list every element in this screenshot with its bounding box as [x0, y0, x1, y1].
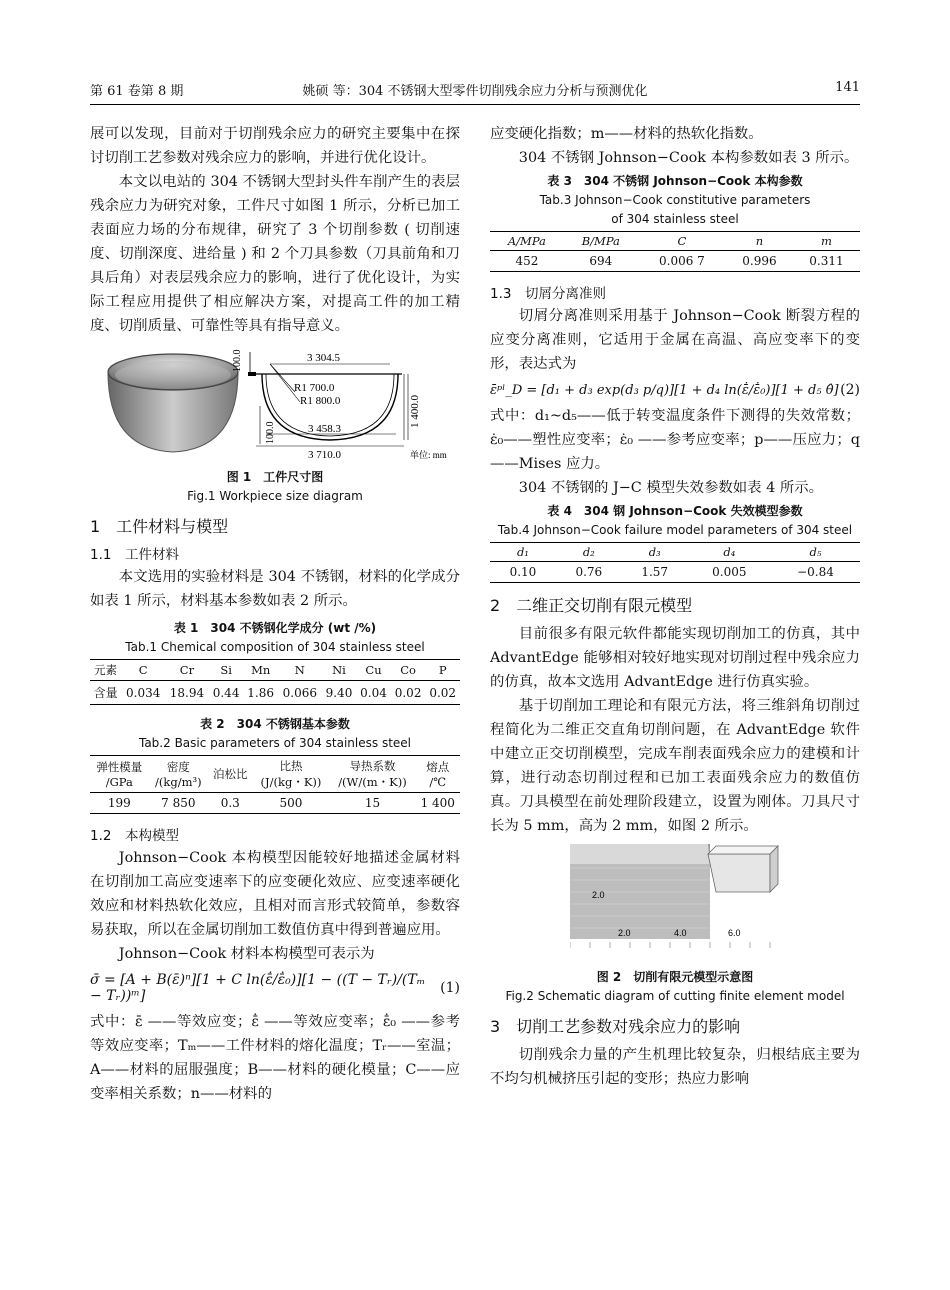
subsection-heading: 1.3 切屑分离准则: [490, 286, 606, 302]
header-text: 熔点: [426, 760, 450, 774]
table-cell: 199: [107, 796, 131, 810]
table-row: [490, 251, 860, 272]
table-header: Ni: [322, 660, 357, 681]
equation-body: ε̄ᵖˡ_D = [d₁ + d₃ exp(d₃ p/q)][1 + d₄ ln(ε̄̇/ε̄̇₀)][1 + d₅ θ̂]: [490, 382, 839, 398]
table-header: [149, 756, 208, 793]
paragraph: 应变硬化指数；m——材料的热软化指数。: [490, 126, 763, 142]
table-cell: 0.006 7: [659, 254, 705, 268]
journal-issue: 第 61 卷第 8 期: [90, 84, 184, 99]
table-cell: 0.066: [282, 685, 317, 700]
header-unit: /(W/(m・K)): [338, 775, 407, 789]
table-cell: 0.04: [360, 685, 387, 700]
paragraph: 本文以电站的 304 不锈钢大型封头件车削产生的表层残余应力为研究对象，工件尺寸如图 1 所示，分析已加工表面应力场的分布规律，研究了 3 个切削参数 ( 切削速度、切削深度、进给量 ) 和 2 个刀具参数（刀具前角和刀具后角）对表层残余应力的影响，进行了优化设计，为实际工程应用提供了相应解决方案，对提高工件的加工精度、切削质量、可靠性等具有指导意义。: [90, 174, 460, 334]
paragraph: Johnson−Cook 本构模型因能较好地描述金属材料在切削加工高应变速率下的应变硬化效应、应变速率硬化效应和材料热软化效应，且相对而言形式较简单，参数容易获取，所以在金属切削加工数值仿真中得到普遍应用。: [90, 850, 460, 938]
axis-label-x2: 4.0: [674, 928, 687, 938]
table-header: Mn: [243, 660, 278, 681]
caption-en: Fig.2 Schematic diagram of cutting finite element model: [505, 989, 845, 1003]
figure-1-caption: [90, 468, 460, 506]
table-cell: 0.44: [212, 685, 240, 700]
table-cell: 15: [364, 796, 381, 810]
table-header-row: [490, 543, 860, 562]
equation-number: (1): [440, 980, 460, 996]
table-header: Co: [391, 660, 426, 681]
header-text: 比热: [279, 759, 303, 773]
caption-en: Tab.1 Chemical composition of 304 stainless steel: [125, 640, 425, 654]
table-row: [90, 681, 460, 705]
table-header: d₁: [490, 543, 556, 562]
caption-cn: 表 1 304 不锈钢化学成分 (wt /%): [173, 621, 377, 635]
table-header: Si: [209, 660, 244, 681]
table-cell: 0.76: [575, 565, 603, 579]
left-column: [90, 122, 460, 1106]
axis-label-x3: 6.0: [728, 928, 741, 938]
paragraph: Johnson−Cook 材料本构模型可表示为: [118, 946, 375, 962]
table-cell: 18.94: [169, 685, 205, 700]
table-header: [90, 756, 149, 793]
figure-2-caption: [490, 968, 860, 1006]
table-1: [90, 659, 460, 705]
table-cell: 含量: [93, 686, 118, 700]
table-header: P: [425, 660, 460, 681]
dim-h2: 1 400.0: [409, 395, 421, 428]
table-cell: 0.02: [429, 685, 457, 700]
table-cell: 7 850: [161, 796, 196, 810]
table-row: [90, 793, 460, 814]
dim-d2: 3 458.3: [308, 423, 341, 435]
dim-d3: 3 710.0: [308, 449, 341, 461]
figure-1: [90, 344, 460, 464]
paragraph: 304 不锈钢的 J−C 模型失效参数如表 4 所示。: [518, 480, 823, 496]
table-cell: 1 400: [420, 796, 455, 810]
caption-cn: 表 3 304 不锈钢 Johnson−Cook 本构参数: [547, 174, 803, 188]
fem-model-diagram: [570, 844, 780, 954]
table-cell: 452: [515, 254, 539, 268]
caption-en: of 304 stainless steel: [611, 212, 739, 226]
table-header: d₃: [622, 543, 688, 562]
table-header: n: [726, 232, 793, 251]
header-text: 弹性模量: [96, 760, 143, 774]
paragraph: 基于切削加工理论和有限元方法，将三维斜角切削过程简化为二维正交直角切削问题，在 AdvantEdge 软件中建立正交切削模型，完成车削表面残余应力的建模和计算，进行动态切削过程和已加工表面残余应力的数值仿真。刀具模型在前处理阶段建立，设置为刚体。刀具尺寸长为 5 mm，高为 2 mm，如图 2 所示。: [490, 698, 860, 834]
table-cell: 1.57: [641, 565, 669, 579]
header-unit: (J/(kg・K)): [260, 775, 322, 789]
section-heading: 1 工件材料与模型: [90, 517, 229, 536]
header-text: 密度: [166, 760, 190, 774]
paragraph: 304 不锈钢 Johnson−Cook 本构参数如表 3 所示。: [518, 150, 859, 166]
subsection-heading: 1.1 工件材料: [90, 547, 179, 563]
table-cell: 500: [279, 796, 303, 810]
running-title: 姚硕 等：304 不锈钢大型零件切削残余应力分析与预测优化: [302, 84, 648, 99]
table-header: [253, 756, 330, 793]
caption-cn: 表 2 304 不锈钢基本参数: [200, 717, 350, 731]
header-unit: /℃: [429, 775, 447, 789]
axis-label-y: 2.0: [592, 890, 605, 900]
paragraph: 本文选用的实验材料是 304 不锈钢，材料的化学成分如表 1 所示，材料基本参数如表 2 所示。: [90, 569, 460, 609]
equation-2: [490, 382, 860, 398]
paragraph: 展可以发现，目前对于切削残余应力的研究主要集中在探讨切削工艺参数对残余应力的影响，并进行优化设计。: [90, 126, 460, 166]
table-header: 元素: [90, 660, 121, 681]
paragraph: 式中：d₁~d₅——低于转变温度条件下测得的失效常数；ε̇₀——塑性应变率；ε̇₀ ——参考应变率；p——压应力；q ——Mises 应力。: [490, 408, 860, 472]
equation-body: σ̄ = [A + B(ε̄)ⁿ][1 + C ln(ε̄̇/ε̄̇₀)][1 − ((T − Tᵣ)/(Tₘ − Tᵣ))ᵐ]: [90, 972, 426, 1004]
table-cell: 1.86: [247, 685, 275, 700]
table-header: Cu: [356, 660, 391, 681]
table-header: m: [793, 232, 860, 251]
dim-h3: 100.0: [265, 421, 276, 444]
table-header-row: [90, 660, 460, 681]
table-header: d₅: [771, 543, 860, 562]
table-header: [416, 756, 460, 793]
table-header: N: [278, 660, 322, 681]
axis-label-x1: 2.0: [618, 928, 631, 938]
table-1-caption: [90, 619, 460, 657]
caption-en: Tab.4 Johnson−Cook failure model parameters of 304 steel: [497, 523, 853, 537]
table-4-caption: [490, 502, 860, 540]
table-header: Cr: [165, 660, 209, 681]
figure-2: [570, 844, 780, 964]
caption-cn: 图 1 工件尺寸图: [226, 470, 324, 484]
table-cell: −0.84: [797, 565, 834, 579]
table-cell: 0.005: [712, 565, 747, 579]
workpiece-diagram: [90, 344, 460, 464]
table-cell: 0.034: [126, 685, 161, 700]
unit-label: 单位: mm: [410, 450, 447, 460]
table-header-row: [490, 232, 860, 251]
table-header: A/MPa: [490, 232, 564, 251]
table-cell: 0.996: [742, 254, 777, 268]
header-text: 导热系数: [349, 759, 396, 773]
table-header: 泊松比: [208, 756, 253, 793]
table-3: [490, 231, 860, 272]
subsection-heading: 1.2 本构模型: [90, 828, 179, 844]
table-cell: 0.02: [394, 685, 422, 700]
equation-1: [90, 972, 460, 1004]
running-header: [90, 78, 860, 105]
paragraph: 目前很多有限元软件都能实现切削加工的仿真，其中 AdvantEdge 能够相对较好地实现对切削过程中残余应力的仿真，故本文选用 AdvantEdge 进行仿真实验。: [490, 626, 860, 690]
dim-d1: 3 304.5: [307, 352, 340, 364]
table-header: C: [121, 660, 165, 681]
table-header: d₄: [688, 543, 771, 562]
table-4: [490, 542, 860, 583]
table-cell: 0.3: [220, 796, 240, 810]
dim-h1: 100.0: [232, 349, 243, 372]
caption-cn: 表 4 304 钢 Johnson−Cook 失效模型参数: [547, 504, 803, 518]
paragraph: 切屑分离准则采用基于 Johnson−Cook 断裂方程的应变分离准则，它适用于金属在高温、高应变率下的变形，表达式为: [490, 308, 860, 372]
caption-en: Tab.2 Basic parameters of 304 stainless steel: [138, 736, 412, 750]
table-2: [90, 755, 460, 814]
section-heading: 2 二维正交切削有限元模型: [490, 596, 693, 615]
header-unit: /(kg/m³): [155, 775, 202, 789]
paragraph: 切削残余力量的产生机理比较复杂，归根结底主要为不均匀机械挤压引起的变形；热应力影响: [490, 1047, 860, 1087]
caption-en: Tab.3 Johnson−Cook constitutive parameters: [539, 193, 811, 207]
table-cell: 694: [589, 254, 613, 268]
caption-cn: 图 2 切削有限元模型示意图: [596, 970, 754, 984]
equation-number: (2): [840, 382, 860, 398]
table-cell: 0.311: [809, 254, 844, 268]
table-cell: 9.40: [325, 685, 353, 700]
table-3-caption: [490, 172, 860, 229]
table-cell: 0.10: [509, 565, 537, 579]
table-header: B/MPa: [564, 232, 638, 251]
dim-r1: R1 700.0: [294, 382, 335, 394]
paragraph: 式中：ε̄ ——等效应变；ε̄̇ ——等效应变率；ε̄̇₀ ——参考等效应变率；Tₘ——工件材料的熔化温度；Tᵣ——室温；A——材料的屈服强度；B——材料的硬化模量；C——应变率相关系数；n——材料的: [90, 1014, 460, 1102]
table-row: [490, 562, 860, 583]
table-header: d₂: [556, 543, 622, 562]
page-number: 141: [835, 80, 860, 95]
table-header: [329, 756, 415, 793]
caption-en: Fig.1 Workpiece size diagram: [187, 489, 363, 503]
right-column: [490, 122, 860, 1091]
table-header-row: [90, 756, 460, 793]
table-2-caption: [90, 715, 460, 753]
dim-r2: R1 800.0: [300, 395, 341, 407]
header-unit: /GPa: [105, 775, 133, 789]
table-header: C: [638, 232, 726, 251]
section-heading: 3 切削工艺参数对残余应力的影响: [490, 1017, 741, 1036]
